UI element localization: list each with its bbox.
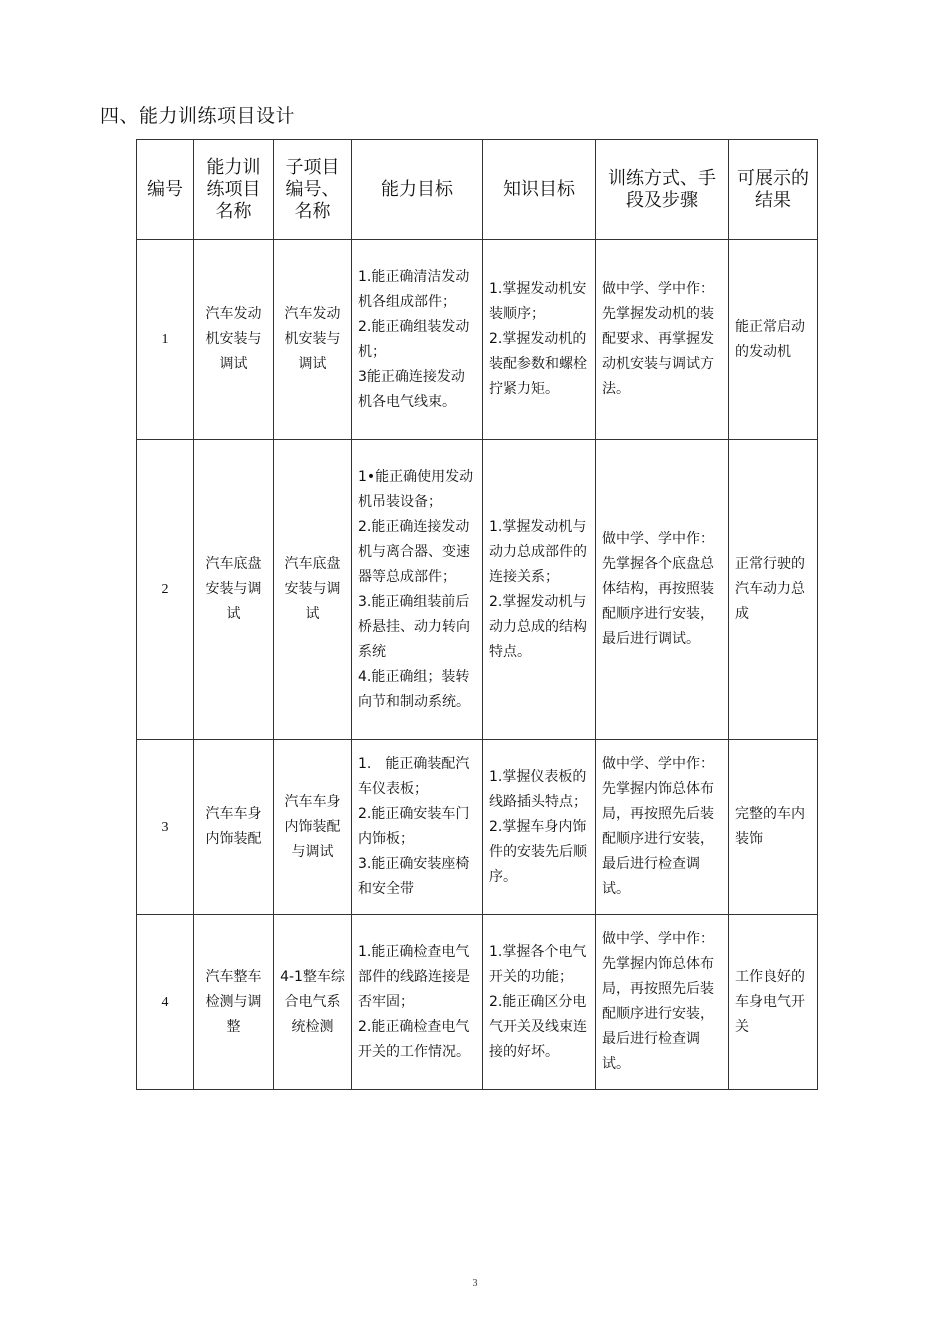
cell-result: 工作良好的车身电气开关 (729, 915, 818, 1090)
table-row (137, 740, 818, 915)
cell-number: 2 (137, 440, 194, 740)
header-knowledge-goal: 知识目标 (483, 140, 596, 240)
cell-knowledge-goal: 1.掌握发动机安装顺序； 2.掌握发动机的装配参数和螺栓拧紧力矩。 (483, 240, 596, 440)
page-number: 3 (472, 1278, 478, 1289)
cell-sub-project: 汽车车身内饰装配与调试 (274, 740, 352, 915)
cell-sub-project: 4-1整车综合电气系统检测 (274, 915, 352, 1090)
cell-number: 4 (137, 915, 194, 1090)
cell-sub-project: 汽车底盘安装与调试 (274, 440, 352, 740)
table-row (137, 240, 818, 440)
table-row (137, 915, 818, 1090)
cell-number: 1 (137, 240, 194, 440)
cell-knowledge-goal: 1.掌握仪表板的线路插头特点； 2.掌握车身内饰件的安装先后顺序。 (483, 740, 596, 915)
cell-ability-goal: 1. 能正确装配汽车仪表板； 2.能正确安装车门内饰板； 3.能正确安装座椅和安全带 (352, 740, 483, 915)
cell-project-name: 汽车发动机安装与调试 (194, 240, 274, 440)
section-title: 四、能力训练项目设计 (100, 105, 296, 127)
cell-project-name: 汽车整车检测与调整 (194, 915, 274, 1090)
cell-result: 完整的车内装饰 (729, 740, 818, 915)
cell-ability-goal: 1.能正确清洁发动机各组成部件； 2.能正确组装发动机； 3能正确连接发动机各电气线束。 (352, 240, 483, 440)
cell-knowledge-goal: 1.掌握各个电气开关的功能； 2.能正确区分电气开关及线束连接的好坏。 (483, 915, 596, 1090)
cell-training-method: 做中学、学中作：先掌握内饰总体布局，再按照先后装配顺序进行安装，最后进行检查调试。 (596, 740, 729, 915)
table-header-row (137, 140, 818, 240)
header-project-name: 能力训练项目名称 (194, 140, 274, 240)
cell-training-method: 做中学、学中作：先掌握发动机的装配要求、再掌握发动机安装与调试方法。 (596, 240, 729, 440)
cell-ability-goal: 1.能正确检查电气部件的线路连接是否牢固； 2.能正确检查电气开关的工作情况。 (352, 915, 483, 1090)
cell-training-method: 做中学、学中作：先掌握各个底盘总体结构，再按照装配顺序进行安装，最后进行调试。 (596, 440, 729, 740)
header-training-method: 训练方式、手段及步骤 (596, 140, 729, 240)
header-sub-project: 子项目编号、名称 (274, 140, 352, 240)
cell-number: 3 (137, 740, 194, 915)
training-project-table (136, 139, 818, 1090)
header-number: 编号 (137, 140, 194, 240)
header-result: 可展示的结果 (729, 140, 818, 240)
cell-knowledge-goal: 1.掌握发动机与动力总成部件的连接关系； 2.掌握发动机与动力总成的结构特点。 (483, 440, 596, 740)
cell-project-name: 汽车车身内饰装配 (194, 740, 274, 915)
cell-sub-project: 汽车发动机安装与调试 (274, 240, 352, 440)
cell-result: 能正常启动的发动机 (729, 240, 818, 440)
cell-result: 正常行驶的汽车动力总成 (729, 440, 818, 740)
header-ability-goal: 能力目标 (352, 140, 483, 240)
table-row (137, 440, 818, 740)
cell-ability-goal: 1•能正确使用发动机吊装设备； 2.能正确连接发动机与离合器、变速器等总成部件； 3.能正确组装前后桥悬挂、动力转向系统 4.能正确组；装转向节和制动系统。 (352, 440, 483, 740)
cell-training-method: 做中学、学中作：先掌握内饰总体布局，再按照先后装配顺序进行安装，最后进行检查调试。 (596, 915, 729, 1090)
cell-project-name: 汽车底盘安装与调试 (194, 440, 274, 740)
